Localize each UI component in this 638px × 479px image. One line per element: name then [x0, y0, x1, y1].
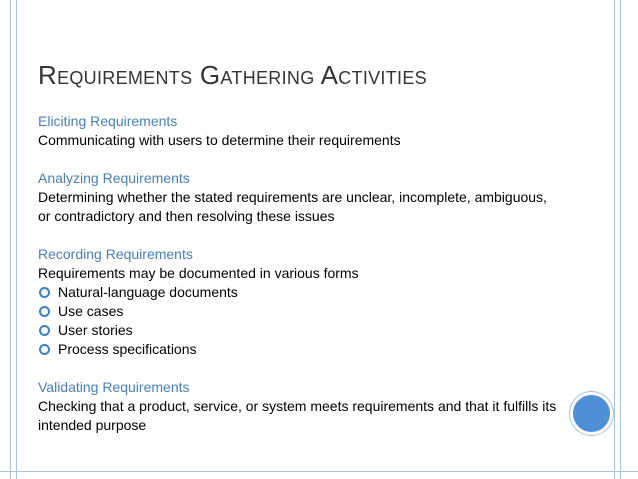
slide-content [38, 112, 558, 435]
hollow-circle-icon [39, 287, 50, 298]
list-item [38, 321, 558, 340]
list-item [38, 302, 558, 321]
section-body: Requirements may be documented in various forms [38, 265, 359, 281]
list-item-text: Use cases [58, 303, 124, 319]
bullet-list [38, 283, 558, 359]
section-body: Checking that a product, service, or system meets requirements and that it fulfills its intended purpose [38, 398, 557, 433]
section-validating [38, 378, 558, 435]
list-item [38, 340, 558, 359]
list-item-text: Process specifications [58, 341, 197, 357]
section-eliciting [38, 112, 558, 150]
list-item-text: Natural-language documents [58, 284, 238, 300]
section-heading: Validating Requirements [38, 379, 190, 395]
section-heading: Recording Requirements [38, 246, 193, 262]
list-item-text: User stories [58, 322, 133, 338]
left-frame-line-outer [10, 0, 11, 479]
right-frame-line-outer [620, 0, 621, 479]
section-analyzing [38, 169, 558, 226]
left-frame-line-inner [16, 0, 17, 479]
section-body: Communicating with users to determine their requirements [38, 132, 401, 148]
right-frame-line-inner [614, 0, 615, 479]
section-heading: Eliciting Requirements [38, 113, 178, 129]
bottom-frame-line [0, 471, 638, 472]
list-item [38, 283, 558, 302]
section-body: Determining whether the stated requirements are unclear, incomplete, ambiguous, or contradictory and then resolving these issues [38, 189, 547, 224]
decorative-circle [570, 392, 613, 435]
section-heading: Analyzing Requirements [38, 170, 190, 186]
hollow-circle-icon [39, 344, 50, 355]
section-recording [38, 245, 558, 359]
hollow-circle-icon [39, 306, 50, 317]
slide-title: Requirements Gathering Activities [38, 60, 427, 90]
hollow-circle-icon [39, 325, 50, 336]
